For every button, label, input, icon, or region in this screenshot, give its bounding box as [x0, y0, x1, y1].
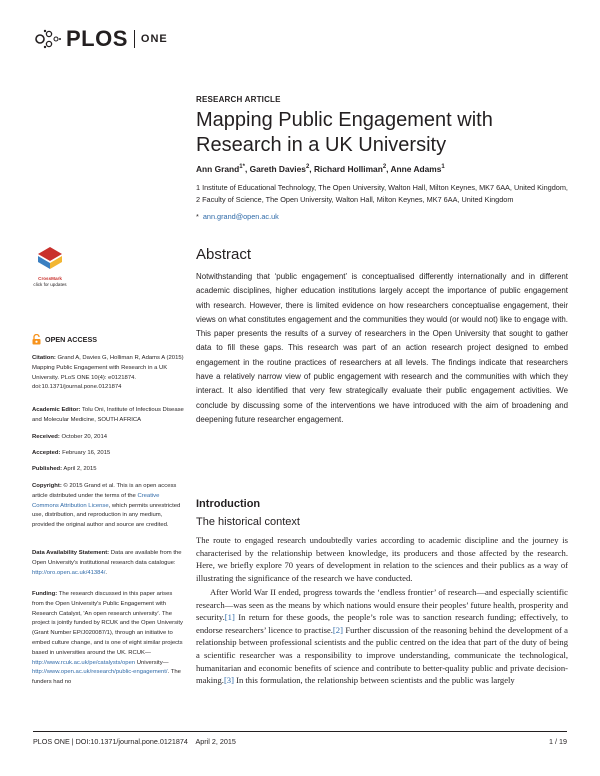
funding-label: Funding:	[32, 591, 58, 597]
editor-block	[32, 406, 184, 426]
published-date: April 2, 2015	[63, 466, 97, 472]
open-access-badge	[32, 334, 97, 345]
license-link[interactable]: Creative Commons Attribution License	[32, 492, 160, 509]
copyright-label: Copyright:	[32, 483, 62, 489]
open-access-label: OPEN ACCESS	[45, 335, 98, 344]
author-affiliation-mark: 2	[382, 164, 387, 171]
page-number: 1 / 19	[549, 737, 567, 746]
crossmark-label: CrossMark	[38, 276, 62, 281]
reference-link-3[interactable]: [3]	[223, 675, 234, 686]
paragraph-text: After World War II ended, progress towards the ‘endless frontier’ of research—and especially scientific research—was seen as the means by which nations would ensure their peoples’ future health, prosperity and security.	[196, 587, 568, 623]
published-label: Published:	[32, 466, 63, 472]
open-lock-icon	[32, 334, 41, 345]
reference-link-2[interactable]: [2]	[332, 624, 343, 635]
received-date: October 20, 2014	[61, 434, 108, 440]
citation-block	[32, 354, 184, 393]
logo-divider	[134, 30, 135, 48]
data-availability-label: Data Availability Statement:	[32, 550, 110, 556]
received-block	[32, 433, 184, 443]
copyright-block	[32, 482, 184, 531]
received-label: Received:	[32, 434, 60, 440]
abstract-heading: Abstract	[196, 246, 252, 263]
author-name[interactable]: Richard Holliman	[313, 164, 383, 174]
funding-block	[32, 590, 184, 688]
data-availability-end: .	[105, 569, 108, 576]
abstract-text: Notwithstanding that ‘public engagement’ is conceptualised differently internationally and in different academic disciplines, higher education institutions largely accept the importance of public engagement with research. However, there is limited evidence on how researchers conceptualise engagement, their views on what constitutes engagement and the communities they would (or would not) like to engage with. This paper presents the results of a survey of researchers in the Open University that sought to gather data to fill these gaps. This research was part of an action research project designed to embed engagement in the routine practices of researchers at all levels. The findings indicate that researchers have a relatively narrow view of public engagement with research and the communities with which they interact. It also identified that very few strategically evaluate their public engagement activities. We conclude by discussing some of the interventions we have introduced with the aim of broadening and deepening future researcher engagement.	[196, 272, 568, 424]
published-block	[32, 465, 184, 475]
affiliations: 1 Institute of Educational Technology, The Open University, Walton Hall, Milton Keynes, MK7 6AA, United Kingdom, 2 Faculty of Science, The Open University, Walton Hall, Milton Keynes, MK7 6AA, United Kingdom	[196, 183, 568, 204]
body-paragraph-2	[196, 586, 568, 687]
rcuk-link[interactable]: http://www.rcuk.ac.uk/pe/catalysts/open	[32, 659, 136, 666]
copyright-text: © 2015 Grand et al. This is an open access article distributed under the terms of the	[32, 483, 177, 499]
funding-text-mid: University—	[135, 659, 169, 666]
paragraph-text: Further discussion of the reasoning behind the development of a relationship between professional scientists and the public centred on the idea that part of the duty of being a scientific researcher was a responsibility to improve understanding, communicate the technological, humanitarian and economic benefits of science and contribute to better-quality public and private decision-making.	[196, 624, 568, 686]
author-name[interactable]: Ann Grand	[196, 164, 240, 174]
logo-journal-text: ONE	[140, 33, 168, 45]
data-catalogue-link[interactable]: http://oro.open.ac.uk/41384/	[32, 569, 106, 576]
body-paragraph-1: The route to engaged research undoubtedly varies according to academic discipline and the journey is characterised by the relationship between knowledge, its producers and those affected by the research. Here, we briefly explore 70 years of development in relation to the sciences and their publics as a way of illustrating the significance of the research we have conducted.	[196, 535, 568, 583]
introduction-heading: Introduction	[196, 498, 261, 510]
plos-one-logo[interactable]	[34, 26, 168, 52]
data-availability-block	[32, 549, 184, 578]
copyright-text-end: , which permits unrestricted use, distribution, and reproduction in any medium, provided the original author and source are credited.	[32, 502, 181, 529]
crossmark-sublabel: click for updates	[33, 282, 67, 287]
author-affiliation-mark: 1*	[239, 164, 245, 171]
author-affiliation-mark: 2	[305, 164, 310, 171]
crossmark-badge[interactable]	[33, 246, 67, 287]
paragraph-text: In return for these goods, the people’s role was to sanction research funding; effectively, to endorse researchers’ licence to practise.	[196, 612, 568, 635]
plos-dots-icon	[34, 28, 62, 50]
paragraph-text: In this formulation, the relationship between scientists and the public was largely	[233, 675, 515, 686]
footer-rule	[33, 731, 567, 732]
accepted-date: February 16, 2015	[62, 450, 111, 456]
article-type: RESEARCH ARTICLE	[196, 95, 281, 104]
accepted-block	[32, 449, 184, 459]
footer-citation: PLOS ONE | DOI:10.1371/journal.pone.0121874 April 2, 2015	[33, 737, 236, 746]
funding-text-end: . The funders had no	[32, 669, 181, 686]
crossmark-icon	[35, 246, 65, 270]
funding-text: The research discussed in this paper arises from the Open University's Public Engagement with Research Catalyst, 'An open research university'. The project is jointly funded by RCUK and the Open University (Grant Number EP/J020087/1), through an initiative to embed culture change, and is one of eight similar projects based in universities around the UK. RCUK—	[32, 591, 183, 656]
corresponding-mark: *	[196, 212, 199, 221]
author-name[interactable]: Anne Adams	[390, 164, 442, 174]
editor-text: Tolu Oni, Institute of Infectious Disease and Molecular Medicine, SOUTH AFRICA	[32, 407, 184, 423]
accepted-label: Accepted:	[32, 450, 61, 456]
open-university-link[interactable]: http://www.open.ac.uk/research/public-engagement/	[32, 669, 168, 676]
author-affiliation-mark: 1	[441, 164, 445, 171]
editor-label: Academic Editor:	[32, 407, 81, 413]
citation-label: Citation:	[32, 355, 56, 361]
author-name[interactable]: Gareth Davies	[249, 164, 306, 174]
section-subheading: The historical context	[196, 516, 300, 528]
corresponding-email	[196, 212, 279, 221]
logo-plos-text: PLOS	[66, 26, 128, 51]
data-availability-text: Data are available from the Open University's institutional research data catalogue:	[32, 550, 182, 566]
citation-text: Grand A, Davies G, Holliman R, Adams A (2015) Mapping Public Engagement with Research in a UK University. PLoS ONE 10(4): e0121874. doi:10.1371/journal.pone.0121874	[32, 355, 184, 391]
author-list: Ann Grand$^{1*}$, Gareth Davies$^2$, Richard Holliman$^2$, Anne Adams$^1$	[196, 164, 445, 174]
reference-link-1[interactable]: [1]	[224, 612, 235, 623]
article-title: Mapping Public Engagement with Research in a UK University	[196, 109, 493, 156]
email-link[interactable]: ann.grand@open.ac.uk	[202, 212, 279, 221]
